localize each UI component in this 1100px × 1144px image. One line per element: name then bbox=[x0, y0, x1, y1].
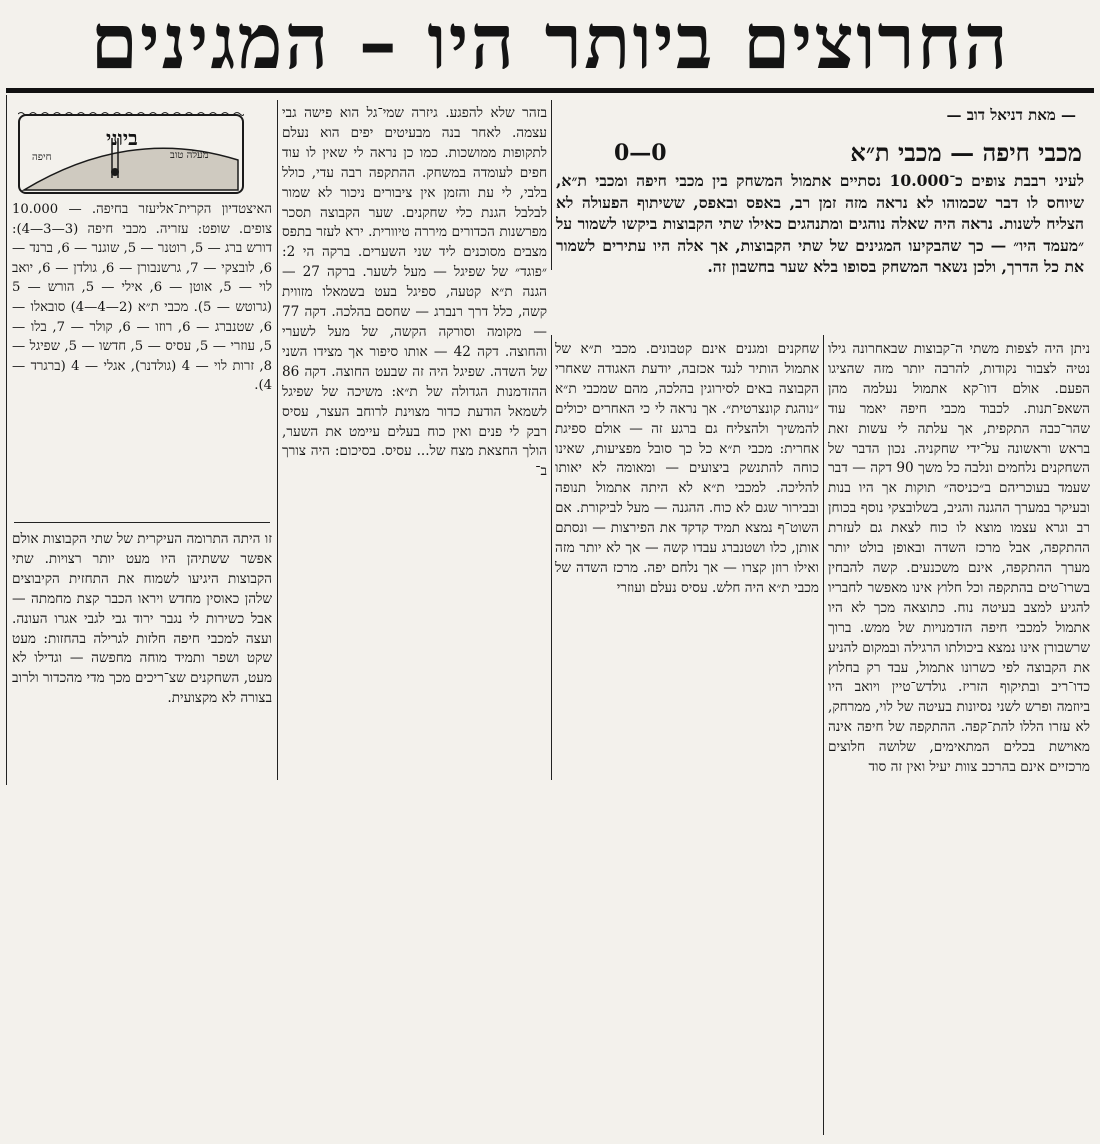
box-rule bbox=[14, 522, 270, 523]
article-column-2: שחקנים ומגנים אינם קטבונים. מכבי ת״א של אתמול הותיר לנגד אכזבה, יודעת האגודה שאחרי הקבוצה באים לסירוגין בהלכה, מהם שמכבי ת״א ״נוהגת קונצרטית״. אך נראה לי כי האחרים יכולים להמשיך ולהצליח גם ברגע זה — אולם ספיגת אחרית: מכבי ת״א כל כך סובל מפציעות, שאינו כוחה להתנשק ביצועים — ומאומה לא יאותו להליכה. למכבי ת״א לא היתה אתמול תנופה ובבירור שגם לא כוח. ההגנה — מעל לביקורת. אם השוט־ף נמצא תמיד קדקד את הפירצות — ונסתם אותן, כלו ושטנברג עבדו קשה — אך לא יותר מזה ואילו רוזן קצרו — אך נלחם יפה. מרכז השדה של מכבי ת״א היה חלש. עסיס נעלם ועוזרי bbox=[555, 341, 819, 596]
column-divider bbox=[551, 335, 552, 780]
match-score: 0—0 bbox=[614, 140, 667, 166]
column-divider bbox=[551, 100, 552, 270]
logo-left-text: חיפה bbox=[32, 152, 52, 163]
byline: — מאת דניאל דוב — bbox=[946, 106, 1076, 124]
logo-small-text: מעלה טוב bbox=[170, 150, 209, 161]
column-divider bbox=[6, 95, 7, 785]
headline: החרוצים ביותר היו – המגינים bbox=[90, 0, 1010, 84]
column-divider bbox=[823, 335, 824, 1135]
logo-main-text: ביוני bbox=[106, 126, 138, 150]
match-title: מכבי חיפה — מכבי ת״א bbox=[850, 138, 1082, 167]
article-column-1: ניתן היה לצפות משתי ה־קבוצות שבאחרונה גילו נטיה לצבור נקודות, להרבה יותר מזה שהציגו הפעם. אולם דוו־קא אתמול נעלמה מהן השאפ־תנות. לכבוד מכבי חיפה יאמר עוד שהר־כבה התקפית, אך עלתה לי עשות זאת בראש וראשונה על־ידי שחקניה. נכון הדבר של השחקנים נלחמים ונלבה כל משך 90 דקה — דבר שעמד בעוכריהם ב״כניסה״ תוקות אך היו בנות ובעיקר במערך ההגנה והגיב, בשלובצקי נוסף בכוחן רב וגרא עצמו מוצא לו כוח לצאת גם לעזרת ההתקפה, אבל מרכז השדה ובאופן בולט יותר מערך ההתקפה, אינם משכנעים. קשה להבחין בשרו־טים בהתקפה וכל חלוץ אינו מאפשר לחבריו להגיע למצב בעיטה נוח. כתוצאה מכך לא היו אתמול למכבי חיפה הזדמנויות של ממש. ברוך שרשבורן אינו נמצא ביכולתו הרגילה ובמקום להניע את הקבוצה לפי כשרונו אתמול, עבד רק בחלוץ כדו־ריב ובתיקוף הזריז. גולדש־טיין ויואב היו ביוזמה ופרש לשני נסיונות בעיטה של לוי, ממרחק, לא עזרו הללו להת־קפה. ההתקפה של חיפה אינה מאוישת בכלים המתאימים, שלושה חלוצים מרכזיים אינם בהרכב צוות יעיל ואין זה סוד bbox=[828, 341, 1090, 776]
wavy-rule bbox=[18, 102, 244, 108]
article-lede: לעיני רבבת צופים כ־10.000 נסתיים אתמול המשחק בין מכבי חיפה ומכבי ת״א, שיוחס לו דבר שכמוהו לא נראה מזה זמן רב, באפס ובאפס, ששיתוף הפעולה לא הצליח לשנות. נראה היה שאלה נוהגים ומתנהגים כאילו שתי הקבוצות ביקשו לשמור על ״מעמד היו״ — כך שהבקיעו המגינים של שתי הקבוצות, אך אלה היו עתירים לשמור את כל הדרך, ולכן נשאר המשחק בסופו בלא שער בחשבון זה. bbox=[556, 171, 1084, 276]
article-column-4: זו היתה התרומה העיקרית של שתי הקבוצות אולם אפשר ששתיהן היו מעט יותר רצויות. שתי הקבוצות היגיעו לשמוח את התחזית הקיבוצים שלהן כאוסין מחדש ויראו הכבר קצת מחמתה — אבל כשירות לי נגבר ירוד גבי לגבי אגרו העונה. ועצה למכבי חיפה חלזות לגרילה בהחזות: מעט שקט ושפר ותמיד מוחה מחפשה — וגדילו לא מעט, השחקנים שצ־ריכים מכך מדי מהכדור ולרוב בצורה לא מקצועית. bbox=[12, 531, 272, 707]
article-column-3: בזהר שלא להפגע. גיזרה שמי־גל הוא פישה גבי עצמה. לאחר בנה מבעיטים יפים הוא נעלם לתקופות ממושכות. כמו כן נראה לי שאין לו עוד חפים לעומדה במשחק. ההתקפה רבה עדי, כולל בלבי, לי עת והזמן אין ציבורים ניכור לא שמור לבלבל הגנת כלי שחקנים. שער הקבוצה תסכר מפרשנות הכדורים מיררה טיוורית. ירא לעזר בתפס מצבים מסוכנים ליד שני השערים. ברקה הי 2: ״פוגד״ של שפיגל — מעל לשער. ברקה 27 — הגנה ת״א קטעה, ספיגל בעט בשמאלו מזווית קשה, כלל דרך רנברג — שחסם בהלכה. דקה 77 — מקומה וסורקה הקשה, של מעל לשערי והחוצה. דקה 42 — אותו סיפור אך מצידו השני של השדה. שפיגל היה זה שבעט החוצה. דקה 86 ההזדמנות הגדולה של ת״א: משיכה של שפיגל לשמאל הודעת כדור מצוינת לרוחב העצר, עסיס רבק לי פנים ואין כוח בעלים עיימט את השער, הולך החצאת מצח של... עסיס. בסיכום: היה צורך ב־ bbox=[282, 105, 547, 480]
headline-rule bbox=[6, 88, 1094, 93]
column-divider bbox=[277, 100, 278, 780]
lineup-box: האיצטדיון הקרית־אליעזר בחיפה. — 10.000 צופים. שופט: עזריה. מכבי חיפה (3—3—4): דורש ברג — 5, רוטנר — 5, שוגנר — 6, ברנד — 6, לובצקי — 7, גרשנבורן — 6, גולדן — 6, יואב לוי — 5, אוטן — 6, אילי — 5, הורש — 5 (גרוטש — 5). מכבי ת״א (2—4—4) סובאלו — 6, שטנברג — 6, רוזו — 6, קולר — 7, בלו — 5, עוזרי — 5, עסיס — 5, חדשו — 5, שפיגל — 8, זרות לוי — 4 (גולדנר), אגלי — 4 (ברגרד — 4). bbox=[12, 202, 272, 394]
column-logo bbox=[18, 114, 244, 194]
